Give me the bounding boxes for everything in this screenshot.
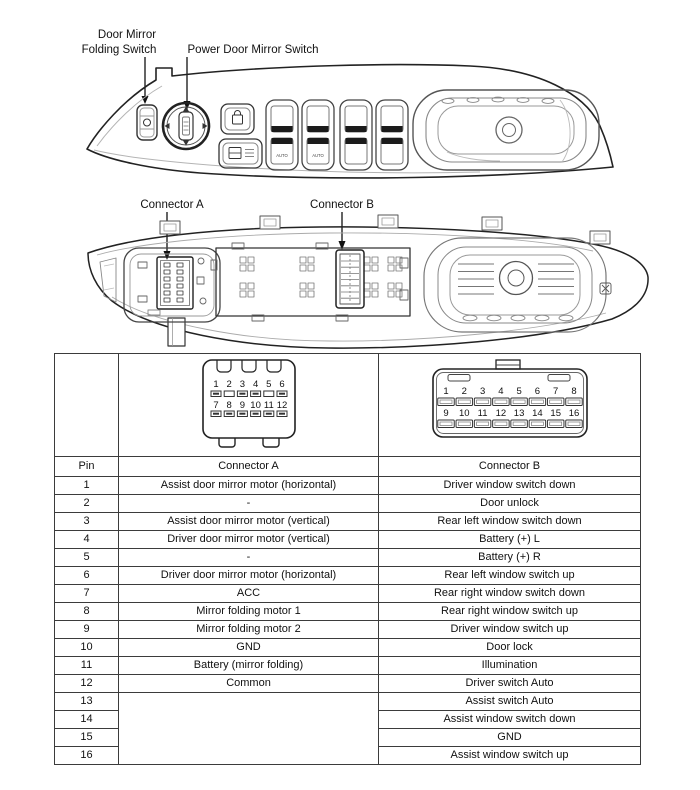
pin-cell: 4	[55, 531, 119, 549]
connector-a-column-header: Connector A	[119, 457, 379, 477]
pin-assignment-table	[54, 353, 641, 765]
svg-text:14: 14	[531, 408, 543, 420]
pin-cell: 5	[55, 549, 119, 567]
connector-b-cell: Driver window switch up	[379, 621, 641, 639]
connector-b-label: Connector B	[310, 199, 374, 211]
table-row	[55, 639, 641, 657]
table-row	[55, 603, 641, 621]
table-row	[55, 513, 641, 531]
svg-text:9: 9	[239, 400, 245, 412]
table-header-row	[55, 457, 641, 477]
pin-cell: 11	[55, 657, 119, 675]
svg-text:1: 1	[212, 379, 219, 391]
svg-text:2: 2	[461, 386, 467, 398]
connector-b-image-cell	[379, 354, 641, 457]
rear-panel-outline	[88, 215, 648, 348]
pin-cell: 3	[55, 513, 119, 531]
svg-text:7: 7	[552, 386, 558, 398]
svg-text:7: 7	[212, 400, 219, 412]
table-row	[55, 585, 641, 603]
connector-a-cell: Common	[119, 675, 379, 693]
power-mirror-switch-label: Power Door Mirror Switch	[187, 44, 319, 56]
pin-table-body	[55, 477, 641, 765]
connector-a-cell: Battery (mirror folding)	[119, 657, 379, 675]
pin-column-header: Pin	[55, 457, 119, 477]
connector-b-cell: Rear right window switch down	[379, 585, 641, 603]
connector-b-cell: Rear right window switch up	[379, 603, 641, 621]
svg-text:12: 12	[495, 408, 506, 420]
circuit-board-rear	[211, 243, 410, 321]
door-grip-rear	[424, 238, 611, 332]
table-row	[55, 567, 641, 585]
connector-a-cell: Assist door mirror motor (vertical)	[119, 513, 379, 531]
connector-b-cell: Door unlock	[379, 495, 641, 513]
svg-text:4: 4	[497, 386, 504, 398]
svg-text:3: 3	[239, 379, 245, 391]
window-switch-rear-right	[376, 100, 408, 170]
pin-cell: 6	[55, 567, 119, 585]
connector-a-pinout-diagram	[197, 355, 301, 451]
folding-switch-label-line2: Folding Switch	[81, 44, 157, 56]
table-row	[55, 495, 641, 513]
window-switch-rear-left	[340, 100, 372, 170]
connector-image-row	[55, 354, 641, 457]
switch-module-rear	[100, 248, 220, 322]
svg-text:11: 11	[263, 400, 274, 412]
connector-b-pinout-diagram	[430, 359, 590, 447]
door-mirror-folding-switch	[137, 105, 157, 140]
connector-a-socket	[157, 257, 193, 309]
empty-cell	[55, 354, 119, 457]
pin-cell: 2	[55, 495, 119, 513]
connector-a-cell: Assist door mirror motor (horizontal)	[119, 477, 379, 495]
table-row	[55, 693, 641, 711]
svg-text:4: 4	[252, 379, 258, 391]
pin-cell: 8	[55, 603, 119, 621]
connector-b-cell: Battery (+) L	[379, 531, 641, 549]
connector-a-cell: Mirror folding motor 1	[119, 603, 379, 621]
rear-panel-figure	[0, 196, 700, 352]
table-row	[55, 531, 641, 549]
pin-cell: 12	[55, 675, 119, 693]
svg-text:11: 11	[477, 408, 488, 420]
window-switch-assist	[302, 100, 334, 170]
svg-text:3: 3	[479, 386, 485, 398]
window-lock-button	[219, 139, 262, 168]
connector-b-cell: Door lock	[379, 639, 641, 657]
svg-text:16: 16	[568, 408, 579, 420]
svg-text:13: 13	[513, 408, 524, 420]
pin-cell: 14	[55, 711, 119, 729]
connector-b-cell: Driver window switch down	[379, 477, 641, 495]
connector-b-cell: Rear left window switch up	[379, 567, 641, 585]
connector-a-cell: GND	[119, 639, 379, 657]
front-panel-outline	[87, 65, 613, 178]
svg-text:6: 6	[534, 386, 540, 398]
pin-cell: 10	[55, 639, 119, 657]
auto-marking: AUTO	[276, 153, 288, 158]
door-grip	[413, 90, 599, 170]
folding-switch-label-line1: Door Mirror	[97, 29, 157, 41]
table-row	[55, 621, 641, 639]
svg-text:9: 9	[442, 408, 449, 420]
pin-cell: 16	[55, 747, 119, 765]
svg-text:12: 12	[276, 400, 287, 412]
connector-a-cell: Mirror folding motor 2	[119, 621, 379, 639]
connector-b-cell: Rear left window switch down	[379, 513, 641, 531]
front-panel-figure	[0, 0, 700, 200]
pin-cell: 7	[55, 585, 119, 603]
connector-b-cell: GND	[379, 729, 641, 747]
connector-a-image-cell	[119, 354, 379, 457]
svg-text:5: 5	[265, 379, 271, 391]
window-switch-driver	[266, 100, 298, 170]
svg-text:10: 10	[458, 408, 470, 420]
connector-a-label: Connector A	[140, 199, 204, 211]
svg-text:2: 2	[226, 379, 232, 391]
connector-b-cell: Assist window switch up	[379, 747, 641, 765]
connector-b-cell: Illumination	[379, 657, 641, 675]
connector-b-cell: Battery (+) R	[379, 549, 641, 567]
pin-cell: 15	[55, 729, 119, 747]
table-row	[55, 477, 641, 495]
pin-cell: 13	[55, 693, 119, 711]
connector-b-cell: Driver switch Auto	[379, 675, 641, 693]
svg-text:8: 8	[570, 386, 577, 398]
connector-a-cell	[119, 693, 379, 765]
connector-a-cell: ACC	[119, 585, 379, 603]
connector-b-cell: Assist window switch down	[379, 711, 641, 729]
connector-a-cell: Driver door mirror motor (vertical)	[119, 531, 379, 549]
pin-cell: 9	[55, 621, 119, 639]
auto-marking: AUTO	[312, 153, 324, 158]
connector-b-column-header: Connector B	[379, 457, 641, 477]
connector-a-cell: -	[119, 549, 379, 567]
svg-text:15: 15	[549, 408, 561, 420]
power-door-mirror-switch-knob	[163, 103, 209, 149]
connector-a-cell: Driver door mirror motor (horizontal)	[119, 567, 379, 585]
svg-text:6: 6	[278, 379, 285, 391]
pin-cell: 1	[55, 477, 119, 495]
connector-a-cell: -	[119, 495, 379, 513]
door-lock-button	[221, 104, 254, 134]
connector-b-leader-arrow-icon	[339, 212, 346, 250]
svg-text:8: 8	[226, 400, 232, 412]
table-row	[55, 657, 641, 675]
table-row	[55, 549, 641, 567]
svg-text:5: 5	[515, 386, 522, 398]
table-row	[55, 675, 641, 693]
connector-b-cell: Assist switch Auto	[379, 693, 641, 711]
connector-b-socket	[336, 250, 364, 308]
svg-text:1: 1	[442, 386, 449, 398]
svg-text:10: 10	[249, 400, 261, 412]
